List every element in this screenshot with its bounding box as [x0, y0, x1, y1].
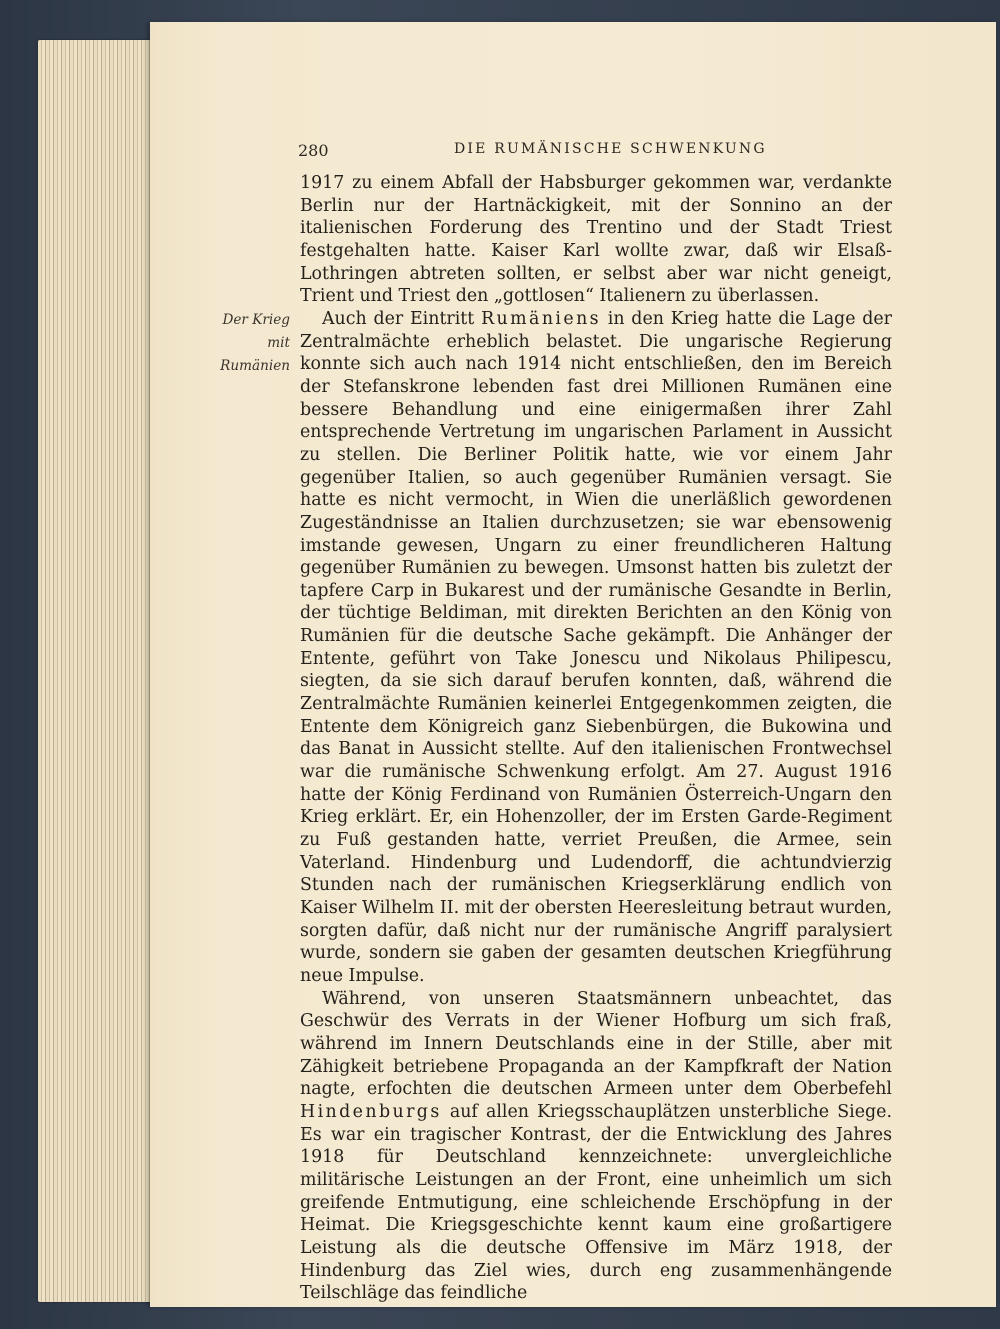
- paragraph-3-body: auf allen Kriegsschauplätzen unsterbliche Siege. Es war ein tragischer Kontrast, der die Entwicklung des Jahres 1918 für Deutschland kennzeichnete: unvergleichliche militärische Leistungen an der Front, eine unheimlich um sich greifende Entmutigung, eine schleichende Erschöpfung in der Heimat. Die Kriegsgeschichte kennt kaum eine großartigere Leistung als die deutsche Offensive im März 1918, der Hindenburg das Ziel wies, durch eng zusammenhängende Teilschläge das feindliche: [300, 1101, 892, 1304]
- paragraph-2-lead: Auch der Eintritt: [322, 308, 482, 329]
- margin-note-line-1: Der Krieg: [222, 312, 290, 328]
- emphasis-rumaeniens: Rumäniens: [481, 308, 601, 329]
- paragraph-3-lead: Während, von unseren Staatsmännern unbeachtet, das Geschwür des Verrats in der Wiener Hofburg um sich fraß, während im Innern Deutschlands eine in der Stille, aber mit Zähigkeit betriebene Propaganda an der Kampfkraft der Nation nagte, erfochten die deutschen Armeen unter dem Oberbefehl: [300, 988, 892, 1100]
- running-head: [298, 137, 890, 163]
- paragraph-1: [300, 172, 892, 308]
- emphasis-hindenburgs: Hindenburgs: [300, 1101, 442, 1122]
- page-number: 280: [298, 141, 329, 160]
- paragraph-1-text: 1917 zu einem Abfall der Habsburger gekommen war, verdankte Berlin nur der Hartnäckigkeit, mit der Sonnino an der italienischen Forderung des Trentino und der Stadt Triest festgehalten hatte. Kaiser Karl wollte zwar, daß wir Elsaß-Lothringen abtreten sollten, er selbst aber war nicht geneigt, Trient und Triest den „gottlosen“ Italienern zu überlassen.: [300, 173, 892, 307]
- paragraph-3: [300, 988, 892, 1305]
- chapter-title: DIE RUMÄNISCHE SCHWENKUNG: [454, 141, 767, 157]
- margin-note-line-2: mit: [267, 335, 290, 351]
- paragraph-2: [300, 308, 892, 988]
- paragraph-2-body: in den Krieg hatte die Lage der Zentralmächte erheblich belastet. Die ungarische Regierung konnte sich auch nach 1914 nicht entschließen, den im Bereich der Stefanskrone lebenden fast drei Millionen Rumänen eine bessere Behandlung und eine einigermaßen ihrer Zahl entsprechende Vertretung im ungarischen Parlament in Aussicht zu stellen. Die Berliner Politik hatte, wie vor einem Jahr gegenüber Italien, so auch gegenüber Rumänien versagt. Sie hatte es nicht vermocht, in Wien die unerläßlich gewordenen Zugeständnisse an Italien durchzusetzen; sie war ebensowenig imstande gewesen, Ungarn zu einer freundlicheren Haltung gegenüber Rumänien zu bewegen. Umsonst hatten bis zuletzt der tapfere Carp in Bukarest und der rumänische Gesandte in Berlin, der tüchtige Beldiman, mit direkten Berichten an den König von Rumänien für die deutsche Sache gekämpft. Die Anhänger der Entente, geführt von Take Jonescu und Nikolaus Philipescu, siegten, da sie sich darauf berufen konnten, daß, während die Zentralmächte Rumänien keinerlei Entgegenkommen zeigten, die Entente dem Königreich ganz Siebenbürgen, die Bukowina und das Banat in Aussicht stellte. Auf den italienischen Frontwechsel war die rumänische Schwenkung erfolgt. Am 27. August 1916 hatte der König Ferdinand von Rumänien Österreich-Ungarn den Krieg erklärt. Er, ein Hohenzoller, der im Ersten Garde-Regiment zu Fuß gestanden hatte, verriet Preußen, die Armee, sein Vaterland. Hindenburg und Ludendorff, die achtundvierzig Stunden nach der rumänischen Kriegserklärung endlich von Kaiser Wilhelm II. mit der obersten Heeresleitung betraut wurden, sorgten dafür, daß nicht nur der rumänische Angriff paralysiert wurde, sondern sie gaben der gesamten deutschen Kriegführung neue Impulse.: [300, 308, 892, 986]
- body-text: [300, 172, 892, 1305]
- margin-note-line-3: Rumänien: [220, 358, 290, 374]
- margin-note: [198, 309, 290, 378]
